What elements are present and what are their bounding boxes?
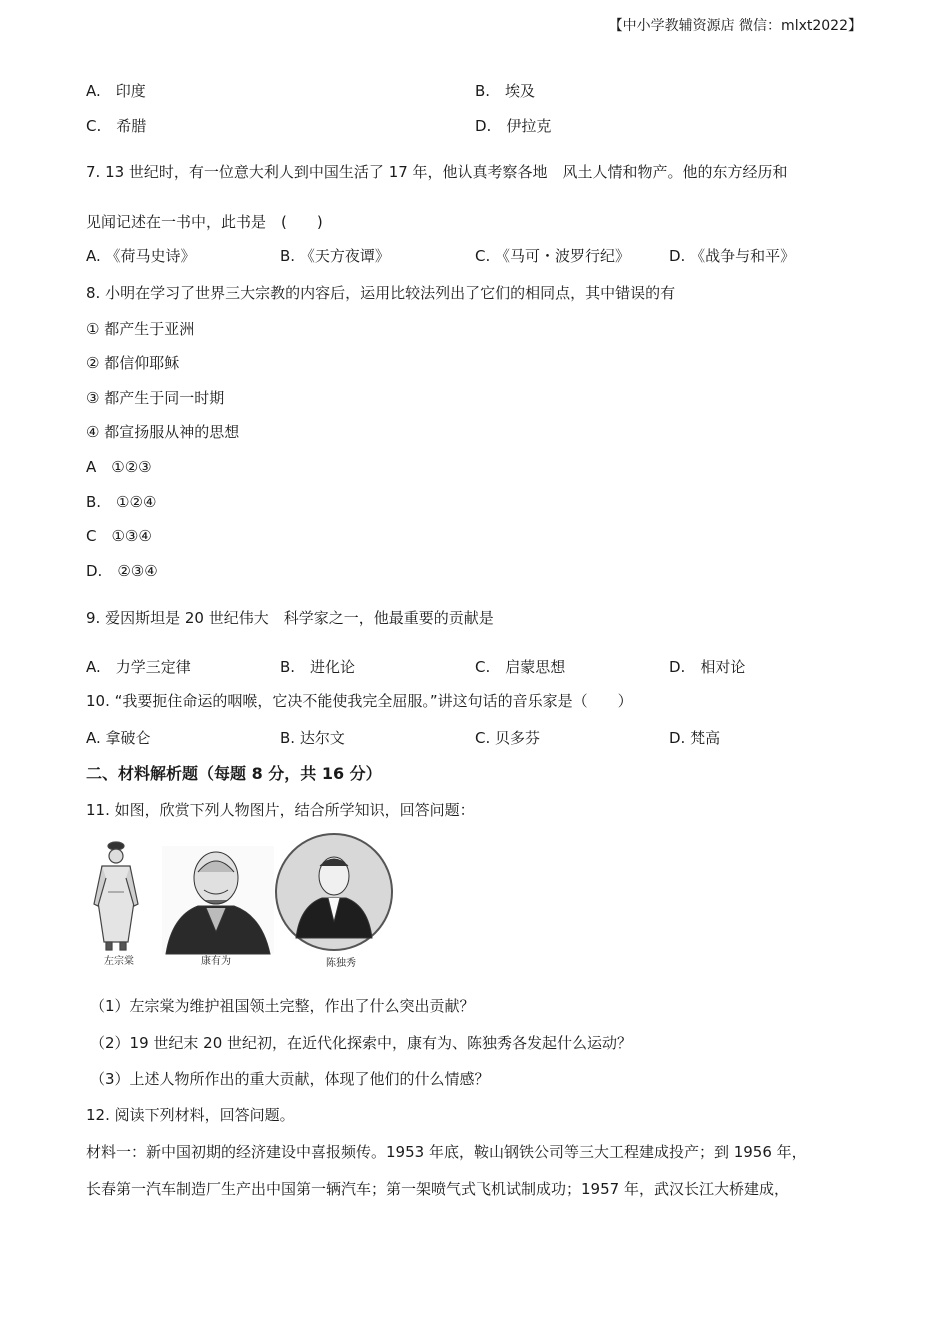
q8-item-3: ③ 都产生于同一时期 <box>86 389 225 407</box>
q8-stem: 8. 小明在学习了世界三大宗教的内容后，运用比较法列出了它们的相同点，其中错误的有 <box>86 284 676 302</box>
q11-sub3: （3）上述人物所作出的重大贡献，体现了他们的什么情感？ <box>90 1070 490 1088</box>
caption-kang-youwei: 康有为 <box>201 956 231 967</box>
q8-option-b: B. ①②④ <box>86 493 157 511</box>
q8-option-c: C ①③④ <box>86 527 152 545</box>
q12-stem: 12. 阅读下列材料，回答问题。 <box>86 1106 295 1124</box>
portraits-image <box>86 832 398 972</box>
q10-option-d: D. 梵高 <box>669 729 721 747</box>
q8-option-d: D. ②③④ <box>86 562 158 580</box>
q12-material1-line2: 长春第一汽车制造厂生产出中国第一辆汽车；第一架喷气式飞机试制成功；1957 年，武汉长江大桥建成， <box>86 1180 789 1198</box>
q11-sub1: （1）左宗棠为维护祖国领土完整，作出了什么突出贡献？ <box>90 997 475 1015</box>
caption-zuo-zongtang: 左宗棠 <box>104 956 134 967</box>
q6-option-a: A. 印度 <box>86 82 146 100</box>
q7-option-a: A. 《荷马史诗》 <box>86 247 196 265</box>
q9-option-a: A. 力学三定律 <box>86 658 191 676</box>
q9-option-b: B. 进化论 <box>280 658 356 676</box>
q7-option-d: D. 《战争与和平》 <box>669 247 796 265</box>
q10-option-b: B. 达尔文 <box>280 729 345 747</box>
q9-stem: 9. 爱因斯坦是 20 世纪伟大 科学家之一，他最重要的贡献是 <box>86 609 494 627</box>
q8-option-a: A ①②③ <box>86 458 152 476</box>
q10-stem: 10. “我要扼住命运的咽喉，它决不能使我完全屈服。”讲这句话的音乐家是（ ） <box>86 692 633 710</box>
caption-chen-duxiu: 陈独秀 <box>326 958 356 969</box>
q9-option-d: D. 相对论 <box>669 658 746 676</box>
page-header: 【中小学教辅资源店 微信：mlxt2022】 <box>608 18 862 34</box>
q8-item-1: ① 都产生于亚洲 <box>86 320 195 338</box>
q11-stem: 11. 如图，欣赏下列人物图片，结合所学知识，回答问题： <box>86 801 475 819</box>
q8-item-2: ② 都信仰耶稣 <box>86 354 180 372</box>
q10-option-c: C. 贝多芬 <box>475 729 541 747</box>
q10-option-a: A. 拿破仑 <box>86 729 151 747</box>
q12-material1-line1: 材料一：新中国初期的经济建设中喜报频传。1953 年底，鞍山钢铁公司等三大工程建成投产；到 1956 年， <box>86 1143 807 1161</box>
q9-option-c: C. 启蒙思想 <box>475 658 566 676</box>
q6-option-c: C. 希腊 <box>86 117 147 135</box>
q8-item-4: ④ 都宣扬服从神的思想 <box>86 423 240 441</box>
q7-option-c: C. 《马可・波罗行纪》 <box>475 247 631 265</box>
portrait-kang-youwei <box>162 846 274 954</box>
portrait-figure <box>86 832 398 972</box>
q6-option-b: B. 埃及 <box>475 82 536 100</box>
q7-stem-line1: 7. 13 世纪时，有一位意大利人到中国生活了 17 年，他认真考察各地 风土人情和物产。他的东方经历和 <box>86 163 788 181</box>
q7-option-b: B. 《天方夜谭》 <box>280 247 390 265</box>
portrait-zuo-zongtang <box>94 842 138 950</box>
q7-stem-line2: 见闻记述在一书中，此书是 ( ) <box>86 213 323 231</box>
q6-option-d: D. 伊拉克 <box>475 117 552 135</box>
q11-sub2: （2）19 世纪末 20 世纪初，在近代化探索中，康有为、陈独秀各发起什么运动？ <box>90 1034 633 1052</box>
portrait-chen-duxiu <box>276 834 392 950</box>
section-title: 二、材料解析题（每题 8 分，共 16 分） <box>86 764 382 783</box>
